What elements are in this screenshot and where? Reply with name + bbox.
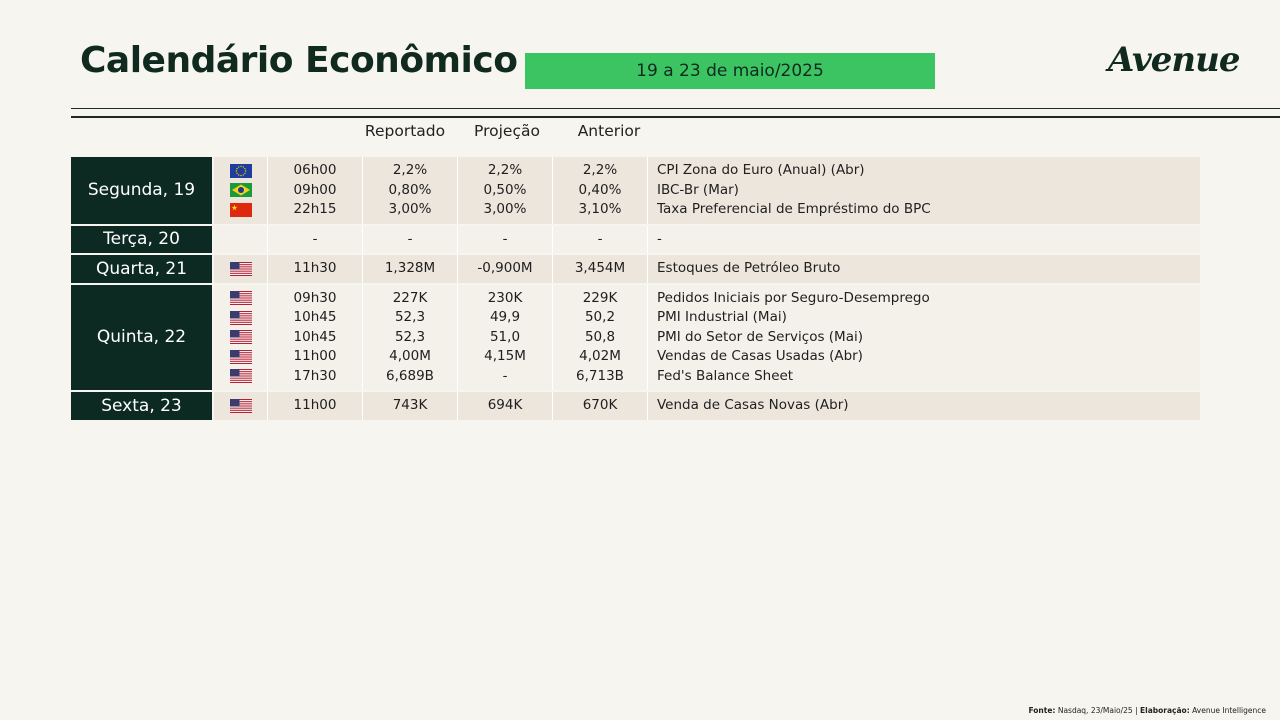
column-header-projection: Projeção [474,122,540,140]
eu-flag-icon [230,161,252,181]
footer-author-value: Avenue Intelligence [1192,706,1266,715]
us-flag-icon [230,259,252,279]
day-label: Sexta, 23 [71,392,212,420]
column-projection [457,285,552,391]
us-flag-icon [230,396,252,416]
column-flag [214,226,267,254]
day-group [71,226,1200,254]
event-previous: - [597,230,603,247]
event-reported: 227K [392,289,428,306]
us-flag-icon [230,367,252,387]
column-header-previous: Anterior [577,122,641,140]
event-description: Venda de Casas Novas (Abr) [657,397,849,413]
footer-source-value: Nasdaq, 23/Maio/25 | [1057,706,1138,715]
day-group [71,285,1200,391]
event-previous: 3,454M [574,260,626,276]
column-flag [214,255,267,283]
column-header-reported: Reportado [364,122,446,140]
column-reported [362,157,457,224]
column-previous [552,157,647,224]
footer-source-label: Fonte: [1028,706,1056,715]
event-previous: 50,2 [584,309,616,325]
event-reported: 4,00M [389,348,431,364]
day-events [214,392,1200,420]
header-divider-top [71,108,1280,109]
event-previous: 4,02M [579,348,621,364]
day-group [71,392,1200,420]
event-previous: 2,2% [582,162,618,178]
event-description: Fed's Balance Sheet [657,367,794,384]
event-description: Estoques de Petróleo Bruto [657,260,841,276]
event-time: 09h00 [293,181,337,198]
event-time: - [312,230,318,247]
event-time: 10h45 [293,328,337,345]
event-description: CPI Zona do Euro (Anual) (Abr) [657,162,865,178]
avenue-logo: Avenue [1108,40,1240,80]
day-events [214,157,1200,224]
event-time: 09h30 [293,289,337,306]
event-description: IBC-Br (Mar) [657,181,739,198]
column-time [267,157,362,224]
column-flag [214,157,267,224]
event-description: Taxa Preferencial de Empréstimo do BPC [657,201,931,217]
column-time [267,255,362,283]
event-time: 10h45 [293,309,337,325]
event-time: 22h15 [293,201,337,217]
event-reported: 743K [392,397,428,413]
event-reported: 0,80% [388,181,432,198]
event-reported: 52,3 [394,309,426,325]
column-projection [457,226,552,254]
event-previous: 229K [582,289,618,306]
event-projection: - [502,230,508,247]
column-projection [457,255,552,283]
event-time: 11h00 [293,348,337,364]
footer-source [1028,706,1266,715]
day-label: Segunda, 19 [71,157,212,224]
date-range-badge: 19 a 23 de maio/2025 [525,53,935,89]
column-flag [214,392,267,420]
footer-author-label: Elaboração: [1140,706,1190,715]
column-previous [552,285,647,391]
event-previous: 3,10% [578,201,622,217]
day-events [214,226,1200,254]
column-description [647,285,1200,391]
event-description: PMI do Setor de Serviços (Mai) [657,328,863,345]
event-previous: 0,40% [578,181,622,198]
event-reported: - [407,230,413,247]
event-description: Vendas de Casas Usadas (Abr) [657,348,863,364]
event-projection: 3,00% [483,201,527,217]
column-flag [214,285,267,391]
column-projection [457,157,552,224]
event-projection: 49,9 [489,309,521,325]
column-reported [362,392,457,420]
event-reported: 2,2% [392,162,428,178]
column-reported [362,255,457,283]
day-events [214,285,1200,391]
column-time [267,392,362,420]
column-previous [552,255,647,283]
event-previous: 670K [582,397,618,413]
day-group [71,157,1200,224]
economic-calendar-table [71,157,1200,422]
event-reported: 6,689B [386,367,434,384]
day-label: Quinta, 22 [71,285,212,391]
column-description [647,226,1200,254]
day-label: Terça, 20 [71,226,212,254]
event-reported: 1,328M [384,260,436,276]
event-time: 11h30 [293,260,337,276]
event-projection: - [502,367,508,384]
event-previous: 50,8 [584,328,616,345]
header-divider-bottom [71,116,1280,118]
event-time: 11h00 [293,397,337,413]
event-description: - [657,230,662,247]
column-time [267,226,362,254]
us-flag-icon [230,308,252,328]
us-flag-icon [230,328,252,348]
event-reported: 3,00% [388,201,432,217]
event-projection: 51,0 [489,328,521,345]
column-description [647,255,1200,283]
event-time: 06h00 [293,162,337,178]
column-time [267,285,362,391]
event-projection: -0,900M [477,260,533,276]
cn-flag-icon [230,200,252,220]
event-reported: 52,3 [394,328,426,345]
column-projection [457,392,552,420]
column-previous [552,392,647,420]
column-description [647,392,1200,420]
day-events [214,255,1200,283]
day-label: Quarta, 21 [71,255,212,283]
page-title: Calendário Econômico [80,40,518,81]
event-description: PMI Industrial (Mai) [657,309,787,325]
event-projection: 4,15M [484,348,526,364]
column-previous [552,226,647,254]
event-description: Pedidos Iniciais por Seguro-Desemprego [657,289,930,306]
us-flag-icon [230,289,252,309]
event-projection: 0,50% [483,181,527,198]
column-reported [362,226,457,254]
us-flag-icon [230,347,252,367]
column-description [647,157,1200,224]
event-previous: 6,713B [576,367,624,384]
event-projection: 694K [487,397,523,413]
event-projection: 230K [487,289,523,306]
event-projection: 2,2% [487,162,523,178]
day-group [71,255,1200,283]
event-time: 17h30 [293,367,337,384]
column-reported [362,285,457,391]
br-flag-icon [230,181,252,201]
